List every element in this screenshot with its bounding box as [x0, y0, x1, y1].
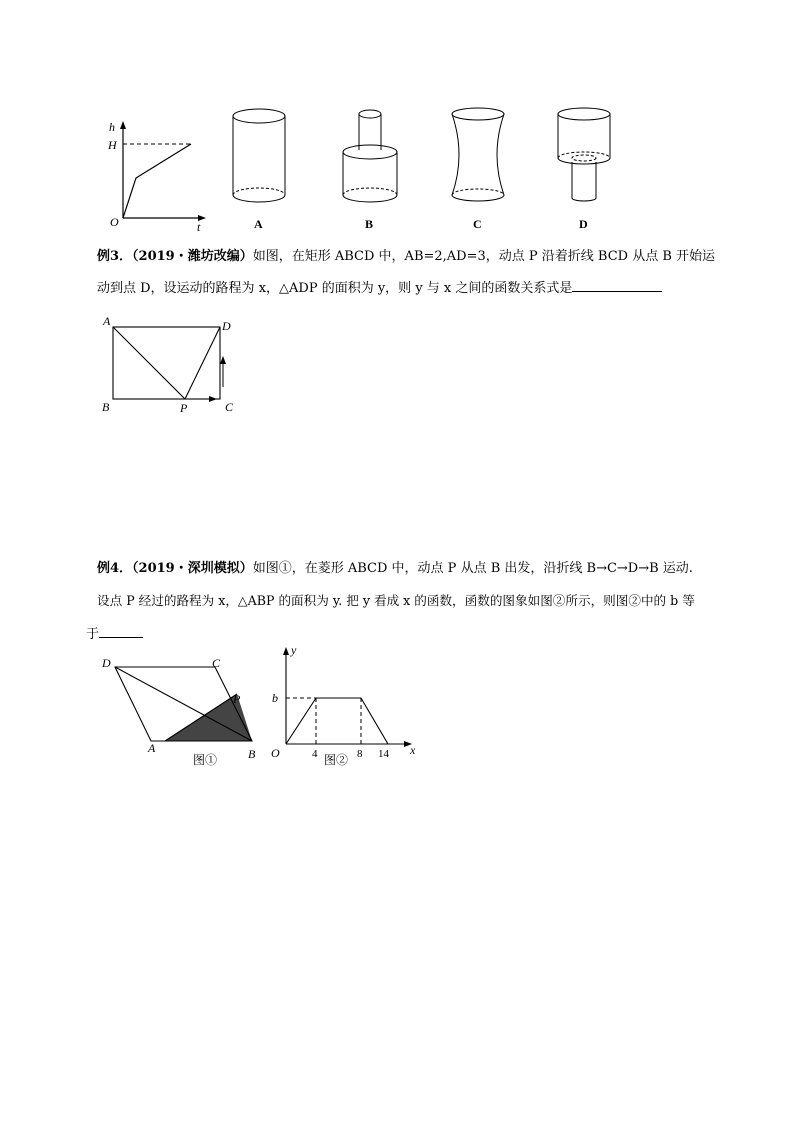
vessel-d	[558, 108, 610, 231]
vessel-a	[233, 109, 285, 231]
vessel-b-label: B	[365, 217, 374, 231]
graph-axis-y-label: y	[291, 643, 297, 657]
answer-blank-ex3[interactable]	[572, 279, 662, 292]
figure-2-caption: 图②	[324, 753, 349, 767]
axis-h-label: h	[109, 120, 115, 134]
ex4-text-3: 于	[86, 627, 100, 642]
ex3-label-c: C	[225, 400, 234, 414]
top-figure-row	[100, 100, 660, 240]
vessel-b	[343, 110, 397, 231]
ex4-line-2	[97, 593, 695, 609]
answer-blank-ex4[interactable]	[99, 625, 143, 638]
ex4-label-a: A	[148, 741, 156, 755]
ex3-text-2: 动到点 D，设运动的路程为 x，△ADP 的面积为 y，则 y 与 x 之间的函数关系式是	[97, 281, 573, 296]
ex4-line-3	[86, 625, 143, 643]
vessel-a-label: A	[254, 217, 263, 231]
ex3-line-1	[97, 249, 715, 265]
ex3-label-p: P	[180, 401, 188, 415]
ex3-rectangle-figure	[95, 312, 255, 417]
vessel-c-label: C	[473, 217, 482, 231]
vessel-c	[452, 108, 504, 231]
ex4-text-1: 如图①，在菱形 ABCD 中，动点 P 从点 B 出发，沿折线 B→C→D→B 运动.	[252, 561, 693, 576]
vessel-d-label: D	[579, 217, 588, 231]
graph-tick-4: 4	[312, 748, 318, 760]
graph-tick-14: 14	[378, 748, 389, 760]
ex4-heading: 例4．（2019・深圳模拟）	[97, 561, 253, 576]
ex4-line-1	[97, 561, 693, 577]
graph-origin-label: O	[271, 746, 280, 760]
ex3-label-b: B	[102, 400, 110, 414]
ex4-function-graph	[268, 640, 428, 770]
graph-tick-8: 8	[357, 748, 363, 760]
height-time-graph	[107, 120, 206, 234]
h-max-label: H	[108, 138, 117, 152]
ex4-label-d: D	[102, 656, 111, 670]
ex4-label-p: P	[233, 692, 241, 706]
ex3-line-2	[97, 279, 662, 297]
ex3-label-d: D	[222, 319, 231, 333]
ex3-text-1: 如图，在矩形 ABCD 中，AB=2,AD=3，动点 P 沿着折线 BCD 从点 B 开始运	[252, 249, 716, 264]
ex4-rhombus-figure	[95, 652, 270, 772]
graph-b-label: b	[272, 691, 278, 705]
ex4-label-b: B	[248, 747, 256, 761]
graph-axis-x-label: x	[410, 743, 416, 757]
ex3-label-a: A	[103, 314, 111, 328]
origin-label: O	[110, 215, 119, 229]
figure-1-caption: 图①	[193, 753, 218, 767]
ex4-text-2: 设点 P 经过的路程为 x，△ABP 的面积为 y. 把 y 看成 x 的函数，函数的图象如图②所示，则图②中的 b 等	[97, 593, 695, 608]
ex4-label-c: C	[212, 656, 221, 670]
axis-t-label: t	[197, 220, 201, 234]
ex3-heading: 例3．（2019・潍坊改编）	[97, 249, 253, 264]
